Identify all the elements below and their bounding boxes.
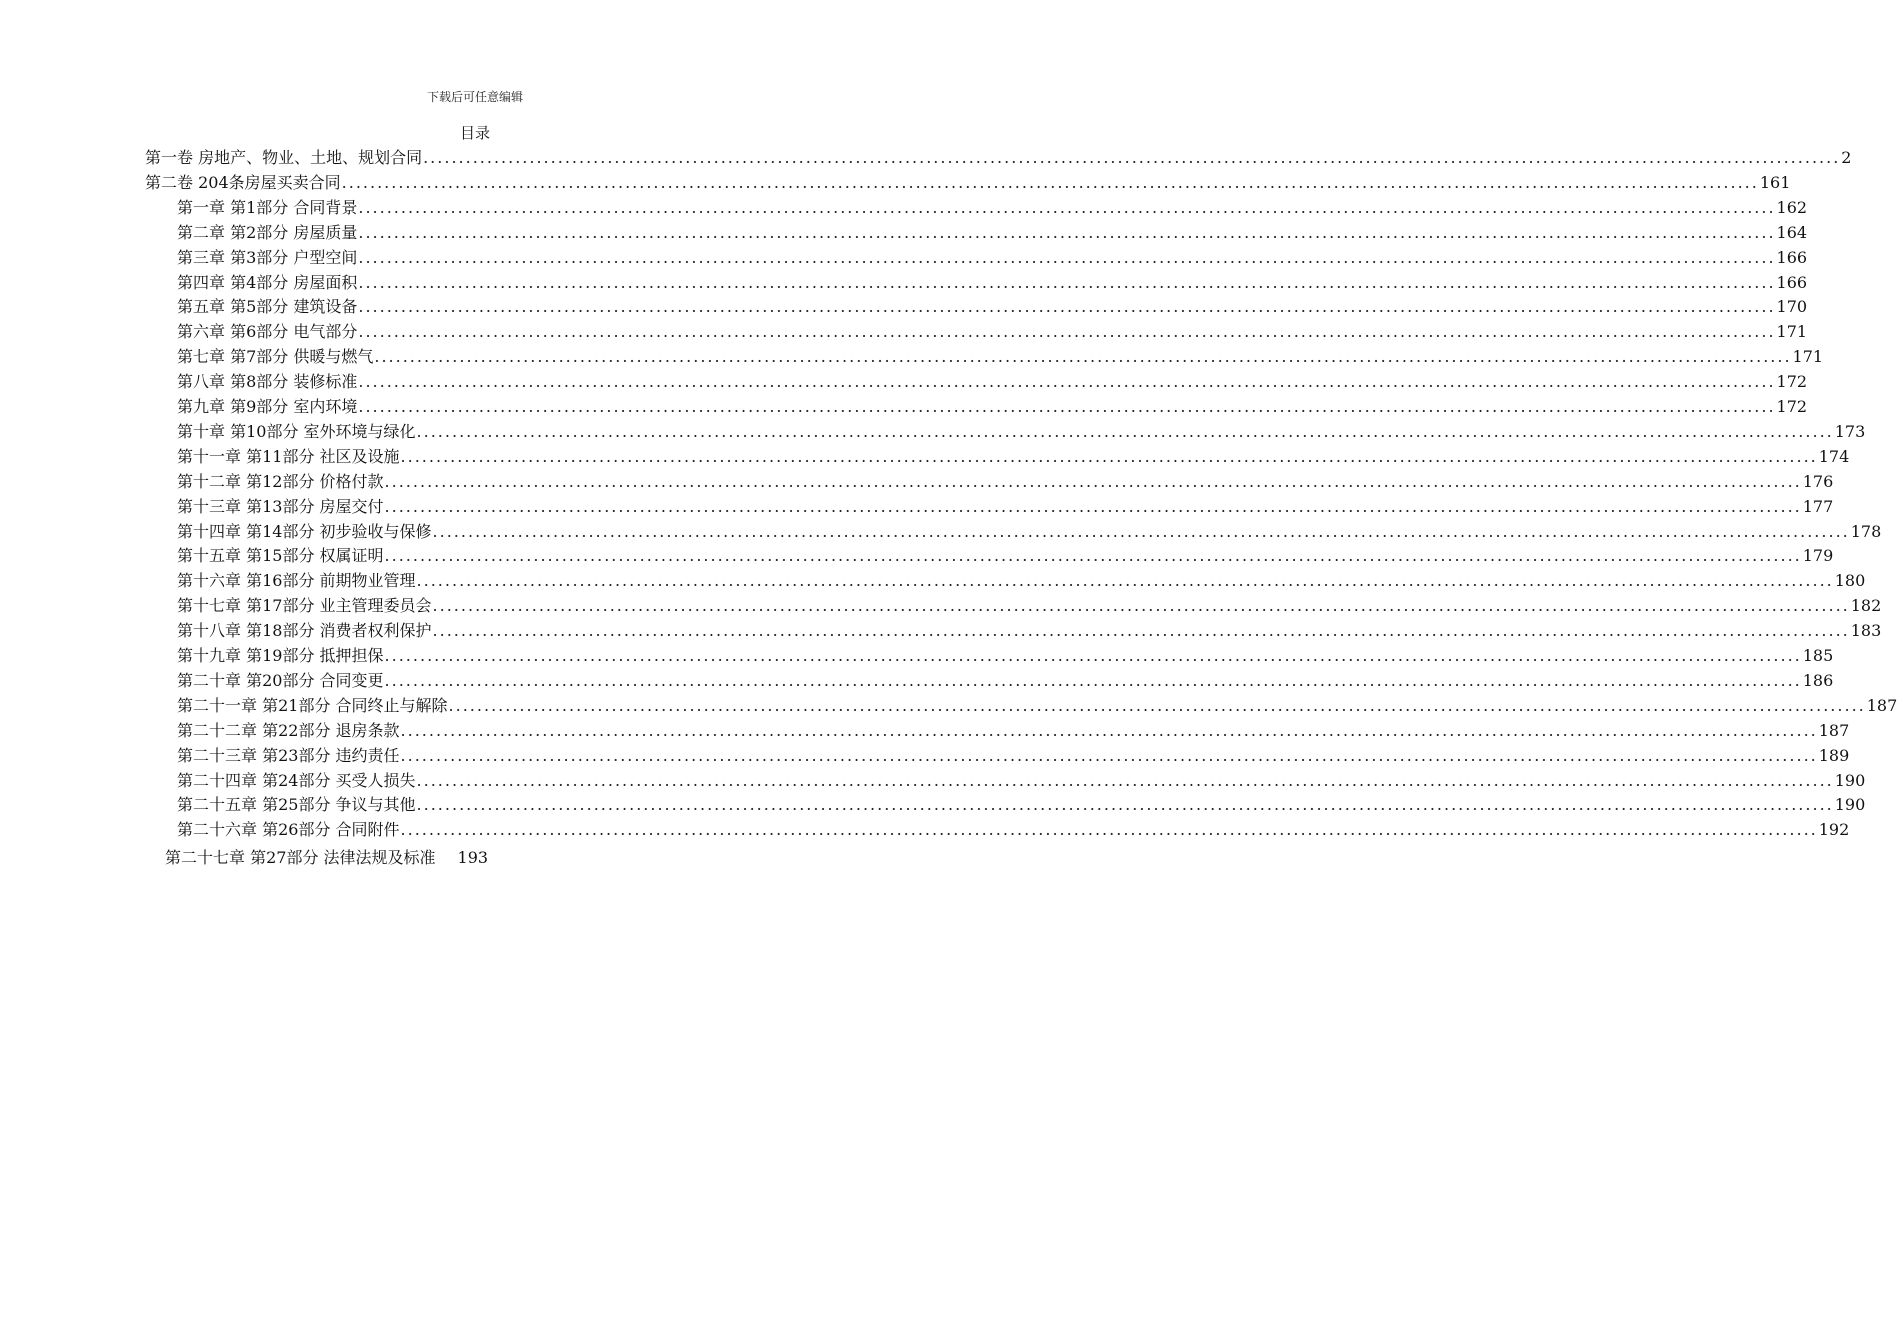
toc-chapter-entry[interactable] [177, 494, 1834, 519]
toc-chapter-entry[interactable] [177, 718, 1850, 743]
toc-chapter-entry[interactable] [177, 195, 1808, 220]
toc-entry-page: 190 [1834, 795, 1866, 815]
toc-entry-label: 第十五章 第15部分 权属证明 [177, 546, 384, 566]
toc-entry-label: 第十三章 第13部分 房屋交付 [177, 496, 384, 516]
toc-leader-dots: ........................................................................................................................................................................................................ [423, 148, 1841, 167]
toc-entry-label: 第八章 第8部分 装修标准 [177, 372, 358, 392]
toc-leader-dots: ........................................................................................................................................................................................................ [384, 670, 1802, 690]
toc-chapter-entry[interactable] [177, 792, 1866, 817]
toc-entry-page: 174 [1818, 446, 1850, 466]
toc-chapter-entry[interactable] [177, 294, 1808, 319]
toc-chapter-entry[interactable] [177, 469, 1834, 494]
toc-chapter-entry[interactable] [177, 768, 1866, 793]
toc-entry-page: 183 [1850, 621, 1882, 641]
toc-entry-page: 172 [1776, 397, 1808, 416]
toc-entry-label: 第十九章 第19部分 抵押担保 [177, 646, 384, 665]
toc-leader-dots: ........................................................................................................................................................................................................ [416, 571, 1834, 591]
toc-entry-label: 第二十一章 第21部分 合同终止与解除 [177, 695, 448, 715]
toc-entry-page: 187 [1866, 695, 1897, 715]
toc-entry-last[interactable] [165, 845, 488, 870]
toc-entry-page: 170 [1776, 297, 1808, 317]
toc-chapter-entry[interactable] [177, 743, 1850, 768]
toc-entry-page: 179 [1802, 546, 1834, 566]
toc-leader-dots: ........................................................................................................................................................................................................ [358, 197, 1776, 217]
toc-entry-label: 第十四章 第14部分 初步验收与保修 [177, 521, 432, 541]
toc-leader-dots: ........................................................................................................................................................................................................ [358, 247, 1776, 267]
toc-entry-page: 176 [1802, 471, 1834, 491]
toc-volume-entry[interactable] [145, 170, 1791, 195]
toc-entry-label: 第一章 第1部分 合同背景 [177, 197, 358, 217]
toc-leader-dots: ........................................................................................................................................................................................................ [432, 521, 1850, 541]
toc-entry-page: 166 [1776, 272, 1808, 292]
toc-leader-dots: ........................................................................................................................................................................................................ [400, 820, 1818, 840]
toc-entry-label: 第十一章 第11部分 社区及设施 [177, 446, 400, 466]
toc-entry-page: 2 [1841, 148, 1852, 167]
toc-entry-page: 180 [1834, 571, 1866, 591]
toc-entry-page: 186 [1802, 670, 1834, 690]
toc-leader-dots: ........................................................................................................................................................................................................ [432, 596, 1850, 616]
toc-leader-dots: ........................................................................................................................................................................................................ [416, 421, 1834, 441]
toc-chapter-entry[interactable] [177, 568, 1866, 593]
toc-chapter-entry[interactable] [177, 369, 1808, 394]
toc-leader-dots: ........................................................................................................................................................................................................ [358, 322, 1776, 342]
toc-leader-dots: ........................................................................................................................................................................................................ [416, 795, 1834, 815]
toc-entry-page: 178 [1850, 521, 1882, 541]
toc-chapter-entry[interactable] [177, 668, 1834, 693]
toc-leader-dots: ........................................................................................................................................................................................................ [374, 347, 1792, 367]
toc-leader-dots: ........................................................................................................................................................................................................ [400, 745, 1818, 765]
toc-entry-page: 189 [1818, 745, 1850, 765]
toc-entry-label: 第四章 第4部分 房屋面积 [177, 272, 358, 292]
toc-entry-page: 164 [1776, 222, 1808, 242]
toc-leader-dots: ........................................................................................................................................................................................................ [448, 695, 1866, 715]
header-note: 下载后可任意编辑 [426, 90, 523, 104]
toc-leader-dots: ........................................................................................................................................................................................................ [384, 496, 1802, 516]
toc-chapter-entry[interactable] [177, 444, 1850, 469]
toc-title: 目录 [459, 124, 490, 142]
toc-chapter-entry[interactable] [177, 419, 1866, 444]
toc-entry-label: 第七章 第7部分 供暖与燃气 [177, 347, 374, 367]
toc-chapter-entry[interactable] [177, 344, 1824, 369]
toc-entry-label: 第十章 第10部分 室外环境与绿化 [177, 421, 416, 441]
toc-entry-label: 第二十七章 第27部分 法律法规及标准 [165, 848, 436, 867]
toc-leader-dots: ........................................................................................................................................................................................................ [358, 297, 1776, 317]
toc-entry-page: 190 [1834, 770, 1866, 790]
toc-entry-label: 第二十四章 第24部分 买受人损失 [177, 770, 416, 790]
toc-entry-page: 171 [1792, 347, 1824, 367]
toc-chapter-entry[interactable] [177, 245, 1808, 270]
toc-entry-page: 172 [1776, 372, 1808, 392]
toc-entry-label: 第二卷 204条房屋买卖合同 [145, 172, 341, 192]
toc-entry-label: 第十七章 第17部分 业主管理委员会 [177, 596, 432, 616]
toc-entry-label: 第九章 第9部分 室内环境 [177, 397, 358, 416]
toc-entry-label: 第二十章 第20部分 合同变更 [177, 670, 384, 690]
toc-entry-label: 第二十二章 第22部分 退房条款 [177, 720, 400, 740]
toc-chapter-entry[interactable] [177, 593, 1882, 618]
toc-entry-label: 第十六章 第16部分 前期物业管理 [177, 571, 416, 591]
toc-entry-label: 第十二章 第12部分 价格付款 [177, 471, 384, 491]
toc-leader-dots: ........................................................................................................................................................................................................ [384, 471, 1802, 491]
toc-leader-dots: ........................................................................................................................................................................................................ [358, 372, 1776, 392]
toc-entry-page: 162 [1776, 197, 1808, 217]
toc-volume-entry[interactable] [145, 145, 1852, 170]
toc-entry-label: 第三章 第3部分 户型空间 [177, 247, 358, 267]
toc-entry-label: 第六章 第6部分 电气部分 [177, 322, 358, 342]
toc-entry-page: 173 [1834, 421, 1866, 441]
toc-chapter-entry[interactable] [177, 693, 1897, 718]
toc-chapter-entry[interactable] [177, 319, 1808, 344]
toc-leader-dots: ........................................................................................................................................................................................................ [400, 720, 1818, 740]
toc-chapter-entry[interactable] [177, 618, 1882, 643]
toc-entry-label: 第二十六章 第26部分 合同附件 [177, 820, 400, 840]
toc-leader-dots: ........................................................................................................................................................................................................ [416, 770, 1834, 790]
toc-leader-dots: ........................................................................................................................................................................................................ [384, 646, 1802, 665]
toc-chapter-entry[interactable] [177, 643, 1834, 668]
toc-chapter-entry[interactable] [177, 817, 1850, 842]
toc-leader-dots: ........................................................................................................................................................................................................ [341, 172, 1759, 192]
toc-chapter-entry[interactable] [177, 270, 1808, 295]
toc-chapter-entry[interactable] [177, 220, 1808, 245]
toc-entry-page: 193 [457, 848, 489, 867]
toc-entry-page: 182 [1850, 596, 1882, 616]
toc-leader-dots: ........................................................................................................................................................................................................ [432, 621, 1850, 641]
toc-entry-label: 第五章 第5部分 建筑设备 [177, 297, 358, 317]
toc-entry-page: 192 [1818, 820, 1850, 840]
toc-entry-label: 第二十三章 第23部分 违约责任 [177, 745, 400, 765]
toc-entry-label: 第十八章 第18部分 消费者权利保护 [177, 621, 432, 641]
toc-entry-page: 177 [1802, 496, 1834, 516]
toc-chapter-entry[interactable] [177, 519, 1882, 544]
toc-entry-label: 第二十五章 第25部分 争议与其他 [177, 795, 416, 815]
toc-leader-dots: ........................................................................................................................................................................................................ [358, 222, 1776, 242]
toc-leader-dots: ........................................................................................................................................................................................................ [358, 272, 1776, 292]
toc-entry-label: 第一卷 房地产、物业、土地、规划合同 [145, 148, 423, 167]
toc-leader-dots: ........................................................................................................................................................................................................ [358, 397, 1776, 416]
toc-entry-page: 185 [1802, 646, 1834, 665]
toc-entry-page: 166 [1776, 247, 1808, 267]
toc-entry-label: 第二章 第2部分 房屋质量 [177, 222, 358, 242]
toc-chapter-entry[interactable] [177, 543, 1834, 568]
toc-leader-dots: ........................................................................................................................................................................................................ [400, 446, 1818, 466]
toc-entry-page: 187 [1818, 720, 1850, 740]
toc-entry-page: 171 [1776, 322, 1808, 342]
toc-leader-dots: ........................................................................................................................................................................................................ [384, 546, 1802, 566]
toc-chapter-entry[interactable] [177, 394, 1808, 419]
toc-entry-page: 161 [1759, 172, 1791, 192]
